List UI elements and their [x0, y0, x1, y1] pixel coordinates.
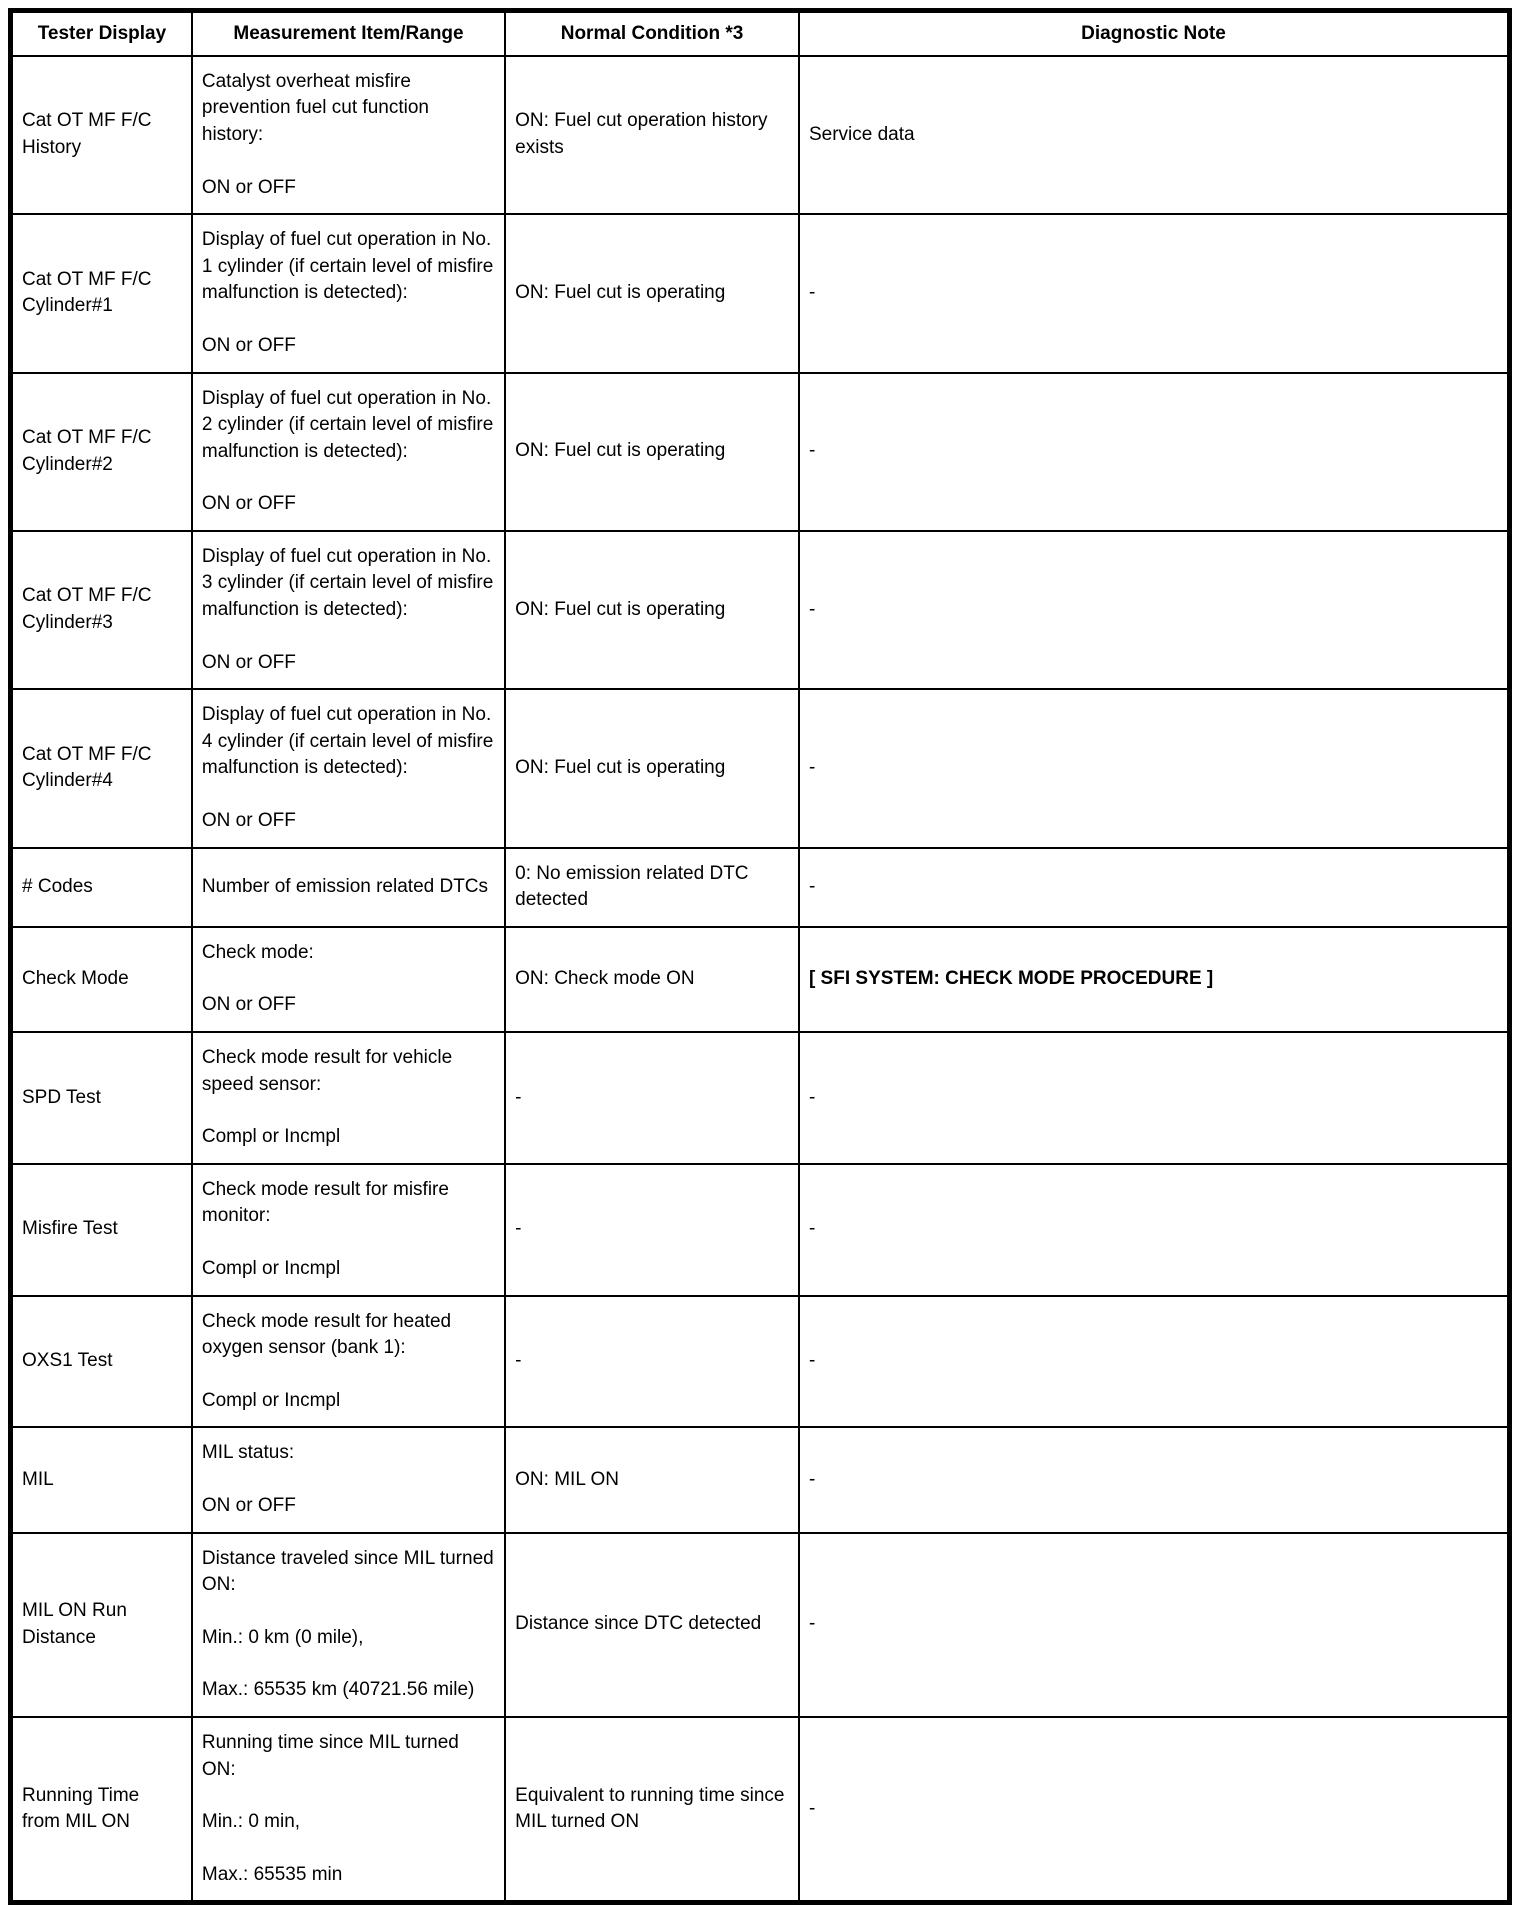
cell-text: Compl or Incmpl: [201, 1389, 341, 1411]
cell-text: Running Time from MIL ON: [22, 1784, 140, 1833]
cell-text: OXS1 Test: [22, 1350, 113, 1372]
normal-condition-cell: [505, 56, 799, 214]
table-row: [11, 1717, 1510, 1903]
measurement-item-range-cell: [192, 1717, 505, 1903]
table-header-row: [11, 11, 1510, 56]
table-row: [11, 373, 1510, 531]
tester-display-cell: [11, 1533, 192, 1717]
cell-text: -: [808, 282, 816, 304]
cell-text: Check Mode: [22, 968, 129, 990]
cell-text: Check mode:: [201, 941, 314, 963]
cell-text: Service data: [808, 123, 915, 145]
cell-text: ON: Fuel cut operation history exists: [515, 110, 768, 158]
cell-text: ON or OFF: [201, 1494, 296, 1516]
normal-condition-cell: [505, 1717, 799, 1903]
cell-text: [ SFI SYSTEM: CHECK MODE PROCEDURE ]: [808, 968, 1214, 990]
normal-condition-cell: [505, 1164, 799, 1296]
cell-text: Compl or Incmpl: [201, 1126, 341, 1148]
diagnostic-note-cell: [799, 1533, 1510, 1717]
table-row: [11, 1164, 1510, 1296]
tester-display-cell: [11, 373, 192, 531]
normal-condition-cell: [505, 373, 799, 531]
measurement-item-range-cell: [192, 531, 505, 689]
cell-text: ON: Fuel cut is operating: [515, 282, 726, 304]
measurement-item-range-cell: [192, 214, 505, 372]
cell-text: Max.: 65535 min: [201, 1863, 343, 1885]
cell-text: -: [515, 1218, 522, 1240]
cell-text: Check mode result for heated oxygen sensor (bank 1):: [201, 1310, 452, 1359]
cell-text: -: [808, 875, 816, 897]
table-row: [11, 1427, 1510, 1532]
diagnostic-note-cell: [799, 373, 1510, 531]
cell-text: -: [808, 1468, 816, 1490]
cell-text: Cat OT MF F/C Cylinder#3: [22, 585, 152, 634]
normal-condition-cell: [505, 531, 799, 689]
cell-text: Running time since MIL turned ON:: [201, 1731, 459, 1780]
cell-text: Display of fuel cut operation in No. 3 cylinder (if certain level of misfire malfunction is detected):: [201, 545, 494, 621]
table-body: [11, 56, 1510, 1903]
cell-text: -: [515, 1086, 522, 1108]
measurement-item-range-cell: [192, 689, 505, 847]
diagnostic-note-cell: [799, 1717, 1510, 1903]
cell-text: MIL: [22, 1468, 54, 1490]
cell-text: SPD Test: [22, 1086, 101, 1108]
tester-display-cell: [11, 689, 192, 847]
cell-text: ON: Fuel cut is operating: [515, 598, 726, 620]
measurement-item-range-cell: [192, 1296, 505, 1428]
cell-text: Min.: 0 km (0 mile),: [201, 1626, 364, 1648]
cell-text: ON or OFF: [201, 994, 296, 1016]
normal-condition-cell: [505, 689, 799, 847]
diagnostic-note-cell: [799, 531, 1510, 689]
cell-text: # Codes: [22, 875, 93, 897]
measurement-item-range-cell: [192, 373, 505, 531]
cell-text: -: [515, 1350, 522, 1372]
tester-display-cell: [11, 214, 192, 372]
cell-text: Display of fuel cut operation in No. 2 cylinder (if certain level of misfire malfunction is detected):: [201, 387, 494, 462]
measurement-item-range-cell: [192, 1427, 505, 1532]
table-row: [11, 531, 1510, 689]
diagnostic-note-cell: [799, 927, 1510, 1032]
cell-text: 0: No emission related DTC detected: [515, 862, 749, 911]
cell-text: MIL ON Run Distance: [22, 1600, 127, 1648]
cell-text: Cat OT MF F/C Cylinder#1: [22, 268, 152, 317]
tester-display-cell: [11, 1164, 192, 1296]
diagnostic-note-cell: [799, 1032, 1510, 1164]
table-row: [11, 1296, 1510, 1428]
cell-text: -: [808, 1797, 816, 1819]
column-header-normal-condition: Normal Condition *3: [505, 11, 799, 56]
measurement-item-range-cell: [192, 848, 505, 927]
cell-text: -: [808, 1218, 816, 1240]
table-row: [11, 1533, 1510, 1717]
cell-text: Min.: 0 min,: [201, 1811, 301, 1833]
cell-text: Distance traveled since MIL turned ON:: [201, 1547, 494, 1596]
tester-display-cell: [11, 56, 192, 214]
cell-text: Distance since DTC detected: [515, 1613, 762, 1635]
cell-text: Max.: 65535 km (40721.56 mile): [201, 1679, 475, 1701]
tester-display-cell: [11, 1032, 192, 1164]
column-header-measurement-item-range: Measurement Item/Range: [192, 11, 505, 56]
cell-text: ON or OFF: [201, 651, 296, 673]
diagnostic-note-cell: [799, 214, 1510, 372]
normal-condition-cell: [505, 1032, 799, 1164]
diagnostic-note-cell: [799, 1427, 1510, 1532]
normal-condition-cell: [505, 1427, 799, 1532]
cell-text: ON or OFF: [201, 334, 296, 356]
table-row: [11, 56, 1510, 214]
measurement-item-range-cell: [192, 1164, 505, 1296]
cell-text: Number of emission related DTCs: [201, 875, 489, 897]
cell-text: Check mode result for vehicle speed sensor:: [201, 1047, 453, 1095]
measurement-item-range-cell: [192, 927, 505, 1032]
cell-text: -: [808, 757, 816, 779]
service-manual-page: [8, 8, 1512, 1905]
tester-display-cell: [11, 1427, 192, 1532]
cell-text: Cat OT MF F/C Cylinder#4: [22, 743, 152, 792]
cell-text: Compl or Incmpl: [201, 1257, 341, 1279]
cell-text: Display of fuel cut operation in No. 1 cylinder (if certain level of misfire malfunction is detected):: [201, 229, 494, 304]
cell-text: ON: MIL ON: [515, 1468, 619, 1490]
diagnostic-note-cell: [799, 689, 1510, 847]
cell-text: ON or OFF: [201, 810, 296, 832]
cell-text: Misfire Test: [22, 1218, 118, 1240]
measurement-item-range-cell: [192, 1533, 505, 1717]
cell-text: ON: Fuel cut is operating: [515, 757, 726, 779]
table-row: [11, 927, 1510, 1032]
table-row: [11, 214, 1510, 372]
cell-text: ON: Fuel cut is operating: [515, 440, 726, 462]
column-header-diagnostic-note: Diagnostic Note: [799, 11, 1510, 56]
cell-text: ON: Check mode ON: [515, 968, 695, 990]
table-row: [11, 848, 1510, 927]
normal-condition-cell: [505, 1533, 799, 1717]
measurement-item-range-cell: [192, 56, 505, 214]
tester-display-cell: [11, 531, 192, 689]
table-row: [11, 689, 1510, 847]
cell-text: Display of fuel cut operation in No. 4 cylinder (if certain level of misfire malfunction is detected):: [201, 704, 494, 779]
column-header-tester-display: Tester Display: [11, 11, 192, 56]
diagnostic-note-cell: [799, 848, 1510, 927]
cell-text: Equivalent to running time since MIL turned ON: [515, 1784, 785, 1833]
diagnostic-note-cell: [799, 1164, 1510, 1296]
tester-display-cell: [11, 927, 192, 1032]
cell-text: -: [808, 1086, 816, 1108]
diagnostic-note-cell: [799, 56, 1510, 214]
cell-text: -: [808, 598, 816, 620]
normal-condition-cell: [505, 927, 799, 1032]
tester-display-cell: [11, 1296, 192, 1428]
table-row: [11, 1032, 1510, 1164]
diagnostic-note-cell: [799, 1296, 1510, 1428]
cell-text: Cat OT MF F/C Cylinder#2: [22, 427, 152, 475]
tester-display-cell: [11, 1717, 192, 1903]
diagnostic-data-table: [8, 8, 1512, 1905]
cell-text: ON or OFF: [201, 493, 296, 515]
measurement-item-range-cell: [192, 1032, 505, 1164]
normal-condition-cell: [505, 214, 799, 372]
cell-text: Check mode result for misfire monitor:: [201, 1178, 449, 1227]
cell-text: ON or OFF: [201, 176, 296, 198]
cell-text: Cat OT MF F/C History: [22, 110, 152, 158]
cell-text: Catalyst overheat misfire prevention fuel cut function history:: [201, 70, 429, 145]
cell-text: MIL status:: [201, 1442, 295, 1464]
cell-text: -: [808, 1613, 816, 1635]
normal-condition-cell: [505, 1296, 799, 1428]
cell-text: -: [808, 1350, 816, 1372]
normal-condition-cell: [505, 848, 799, 927]
cell-text: -: [808, 440, 816, 462]
tester-display-cell: [11, 848, 192, 927]
